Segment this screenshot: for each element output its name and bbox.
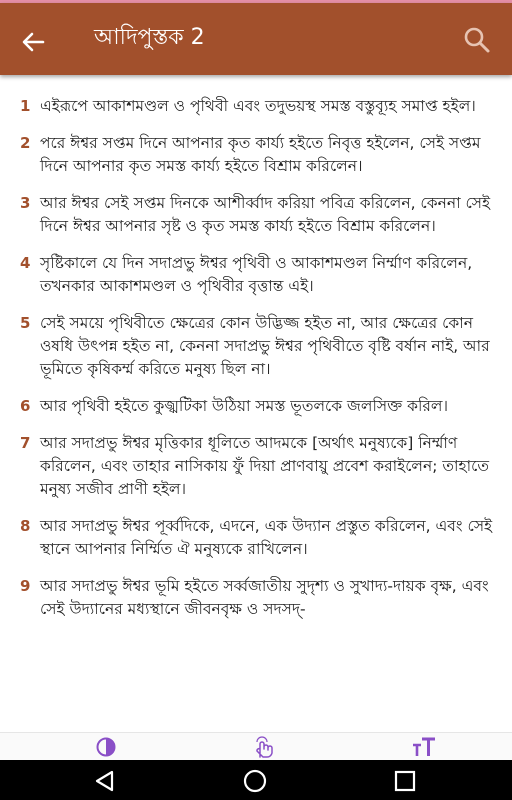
verse-item[interactable] [0,192,512,238]
verse-text: আর ঈশ্বর সেই সপ্তম দিনকে আশীর্ব্বাদ করিয়া পবিত্র করিলেন, কেননা সেই দিনে ঈশ্বর আপনার সৃষ্ট ও কৃত সমস্ত কার্য্য হইতে বিশ্রাম করিলেন। [40,194,491,235]
nav-back-icon [92,768,118,794]
verse-text: সৃষ্টিকালে যে দিন সদাপ্রভু ঈশ্বর পৃথিবী ও আকাশমণ্ডল নির্ম্মাণ করিলেন, তখনকার আকাশমণ্ডল ও পৃথিবীর বৃত্তান্ত এই। [40,254,473,295]
nav-home-button[interactable] [242,768,268,794]
verse-item[interactable] [0,515,512,561]
app-bar [0,3,512,75]
verse-text: আর সদাপ্রভু ঈশ্বর ভূমি হইতে সর্ব্বজাতীয় সুদৃশ্য ও সুখাদ্য-দায়ক বৃক্ষ, এবং সেই উদ্যানের মধ্যস্থানে জীবনবৃক্ষ ও সদসদ্- [40,577,489,618]
verse-item[interactable] [0,252,512,298]
search-icon [462,25,492,55]
verse-text: আর সদাপ্রভু ঈশ্বর মৃত্তিকার ধূলিতে আদমকে [অর্থাৎ মনুষ্যকে] নির্ম্মাণ করিলেন, এবং তাহার নাসিকায় ফুঁ দিয়া প্রাণবায়ু প্রবেশ করাইলেন; তাহাতে মনুষ্য সজীব প্রাণী হইল। [40,434,489,498]
verse-item[interactable] [0,95,512,118]
verse-number: 3 [20,194,31,212]
bottom-toolbar [0,732,512,761]
night-mode-icon [94,735,118,759]
verse-number: 2 [20,134,31,152]
verse-text: এইরূপে আকাশমণ্ডল ও পৃথিবী এবং তদুভয়স্থ সমস্ত বস্তুব্যূহ সমাপ্ত হইল। [40,97,476,115]
verse-number: 4 [20,254,31,272]
verse-number: 1 [20,97,31,115]
verse-number: 5 [20,314,31,332]
verse-text: সেই সময়ে পৃথিবীতে ক্ষেত্রের কোন উদ্ভিজ্জ হইত না, আর ক্ষেত্রের কোন ওষধি উৎপন্ন হইত না, কেননা সদাপ্রভু ঈশ্বর পৃথিবীতে বৃষ্টি বর্ষান নাই, আর ভূমিতে কৃষিকর্ম্ম করিতে মনুষ্য ছিল না। [40,314,490,378]
text-size-button[interactable] [410,735,438,759]
nav-recents-button[interactable] [392,768,418,794]
verse-item[interactable] [0,432,512,501]
verse-number: 6 [20,397,31,415]
night-mode-button[interactable] [92,735,120,759]
verse-number: 8 [20,517,31,535]
page-title: আদিপুস্তক 2 [94,25,205,50]
verse-number: 9 [20,577,31,595]
verse-item[interactable] [0,395,512,418]
text-size-icon [411,735,437,759]
nav-back-button[interactable] [92,768,118,794]
back-button[interactable] [18,27,48,57]
system-nav-bar [0,760,512,800]
nav-recents-icon [392,768,418,794]
verse-text: পরে ঈশ্বর সপ্তম দিনে আপনার কৃত কার্য্য হইতে নিবৃত্ত হইলেন, সেই সপ্তম দিনে আপনার কৃত সমস্ত কার্য্য হইতে বিশ্রাম করিলেন। [40,134,481,175]
verse-text: আর পৃথিবী হইতে কুজ্ঝটিকা উঠিয়া সমস্ত ভূতলকে জলসিক্ত করিল। [40,397,449,415]
verse-number: 7 [20,434,31,452]
verse-list[interactable] [0,95,512,732]
touch-button[interactable] [250,735,278,759]
arrow-back-icon [18,27,48,57]
nav-home-icon [242,768,268,794]
touch-icon [251,735,277,759]
verse-text: আর সদাপ্রভু ঈশ্বর পূর্ব্বদিকে, এদনে, এক উদ্যান প্রস্তুত করিলেন, এবং সেই স্থানে আপনার নির্ম্মিত ঐ মনুষ্যকে রাখিলেন। [40,517,493,558]
verse-item[interactable] [0,132,512,178]
verse-item[interactable] [0,312,512,381]
verse-item[interactable] [0,575,512,621]
search-button[interactable] [462,25,492,55]
